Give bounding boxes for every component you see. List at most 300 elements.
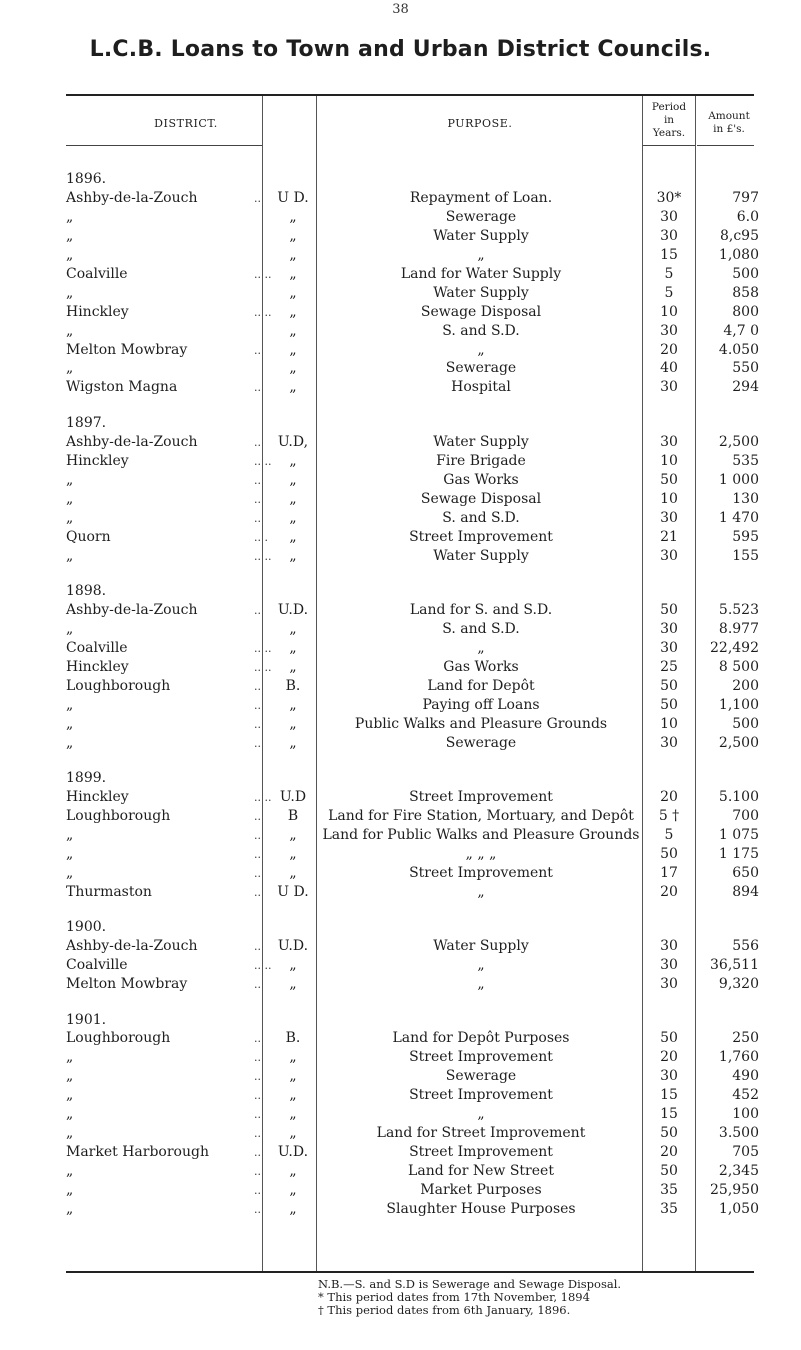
authority-type-cell: „ [289, 228, 297, 244]
district-cell: Hinckley [66, 453, 129, 469]
amount-cell: 700 [732, 808, 759, 824]
table-row [0, 471, 801, 490]
period-cell: 20 [660, 342, 678, 358]
authority-type-cell: U.D. [277, 1144, 309, 1160]
table-row [0, 378, 801, 397]
amount-cell: 1,050 [718, 1201, 759, 1217]
period-cell: 15 [660, 247, 678, 263]
table-row [0, 452, 801, 471]
purpose-cell: Hospital [451, 379, 511, 395]
authority-type-cell: „ [289, 453, 297, 469]
period-cell: 30 [660, 209, 678, 225]
leader-dots: .. [254, 1184, 261, 1197]
leader-dots: .. [254, 1032, 261, 1045]
purpose-cell: Water Supply [433, 548, 529, 564]
table-row [0, 359, 801, 378]
leader-dots: .. .. [254, 642, 272, 655]
page-number: 38 [392, 2, 409, 17]
purpose-cell: Street Improvement [409, 1049, 553, 1065]
table-row [0, 1200, 801, 1219]
year-heading [0, 918, 801, 937]
authority-type-cell: U.D. [277, 938, 309, 954]
purpose-cell: Water Supply [433, 285, 529, 301]
district-cell: Ashby-de-la-Zouch [66, 190, 198, 206]
amount-cell: 6.0 [736, 209, 759, 225]
table-row [0, 284, 801, 303]
table-row [0, 826, 801, 845]
district-cell: „ [66, 1068, 74, 1084]
table-row [0, 845, 801, 864]
authority-type-cell: „ [289, 548, 297, 564]
period-cell: 25 [660, 659, 678, 675]
amount-cell: 5.100 [718, 789, 759, 805]
amount-cell: 800 [732, 304, 759, 320]
district-cell: „ [66, 1201, 74, 1217]
table-row [0, 341, 801, 360]
leader-dots: .. .. [254, 455, 272, 468]
leader-dots: .. [254, 718, 261, 731]
amount-cell: 5.523 [718, 602, 759, 618]
period-cell: 35 [660, 1182, 678, 1198]
amount-cell: 2,345 [718, 1163, 759, 1179]
year-label: 1899. [66, 770, 107, 786]
amount-cell: 22,492 [710, 640, 759, 656]
period-cell: 30 [660, 735, 678, 751]
note-dagger: † This period dates from 6th January, 1896. [318, 1303, 571, 1317]
table-row [0, 601, 801, 620]
leader-dots: .. [254, 512, 261, 525]
leader-dots: .. [254, 1146, 261, 1159]
period-cell: 30 [660, 640, 678, 656]
leader-dots: .. [254, 436, 261, 449]
purpose-cell: „ [477, 247, 485, 263]
year-label: 1897. [66, 415, 107, 431]
amount-cell: 550 [732, 360, 759, 376]
table-row [0, 547, 801, 566]
district-cell: Melton Mowbray [66, 342, 188, 358]
purpose-cell: Land for Water Supply [400, 266, 562, 282]
table-row [0, 658, 801, 677]
leader-dots: .. [254, 737, 261, 750]
authority-type-cell: „ [289, 304, 297, 320]
period-cell: 10 [660, 491, 678, 507]
purpose-cell: Slaughter House Purposes [386, 1201, 576, 1217]
district-cell: Loughborough [66, 1030, 171, 1046]
leader-dots: .. [254, 978, 261, 991]
period-cell: 30 [660, 228, 678, 244]
period-cell: 30 [660, 938, 678, 954]
amount-cell: 858 [732, 285, 759, 301]
amount-cell: 3.500 [718, 1125, 759, 1141]
leader-dots: .. [254, 1127, 261, 1140]
table-row [0, 975, 801, 994]
district-cell: „ [66, 1163, 74, 1179]
amount-cell: 1,760 [718, 1049, 759, 1065]
table-row [0, 265, 801, 284]
district-cell: „ [66, 491, 74, 507]
header-purpose: PURPOSE. [447, 117, 513, 130]
leader-dots: .. .. [254, 268, 272, 281]
purpose-cell: Water Supply [433, 938, 529, 954]
amount-cell: 490 [732, 1068, 759, 1084]
table-row [0, 208, 801, 227]
header-underline-amount [697, 145, 754, 146]
leader-dots: .. [254, 1089, 261, 1102]
table-row [0, 1124, 801, 1143]
district-cell: „ [66, 1087, 74, 1103]
leader-dots: .. [254, 1165, 261, 1178]
district-cell: Quorn [66, 529, 111, 545]
authority-type-cell: „ [289, 716, 297, 732]
header-amount-line2: in £'s. [713, 123, 745, 135]
period-cell: 15 [660, 1087, 678, 1103]
table-row [0, 509, 801, 528]
period-cell: 50 [660, 846, 678, 862]
district-cell: „ [66, 1049, 74, 1065]
amount-cell: 8,c95 [719, 228, 759, 244]
period-cell: 50 [660, 678, 678, 694]
leader-dots: .. [254, 1051, 261, 1064]
leader-dots: .. [254, 1108, 261, 1121]
period-cell: 17 [660, 865, 678, 881]
authority-type-cell: „ [289, 491, 297, 507]
leader-dots: .. [254, 886, 261, 899]
authority-type-cell: „ [289, 697, 297, 713]
district-cell: „ [66, 621, 74, 637]
period-cell: 21 [660, 529, 678, 545]
authority-type-cell: „ [289, 1049, 297, 1065]
amount-cell: 36,511 [710, 957, 759, 973]
district-cell: Loughborough [66, 678, 171, 694]
authority-type-cell: „ [289, 1068, 297, 1084]
purpose-cell: „ [477, 976, 485, 992]
district-cell: „ [66, 865, 74, 881]
amount-cell: 294 [732, 379, 759, 395]
amount-cell: 452 [732, 1087, 759, 1103]
period-cell: 20 [660, 1144, 678, 1160]
table-row [0, 322, 801, 341]
header-period-line1: Period [651, 101, 687, 113]
table-row [0, 490, 801, 509]
year-label: 1896. [66, 171, 107, 187]
authority-type-cell: U D. [277, 190, 309, 206]
district-cell: „ [66, 360, 74, 376]
period-cell: 40 [660, 360, 678, 376]
amount-cell: 535 [732, 453, 759, 469]
top-rule [66, 94, 754, 96]
table-row [0, 1105, 801, 1124]
amount-cell: 650 [732, 865, 759, 881]
amount-cell: 2,500 [718, 735, 759, 751]
district-cell: „ [66, 285, 74, 301]
table-row [0, 433, 801, 452]
authority-type-cell: „ [289, 621, 297, 637]
amount-cell: 100 [732, 1106, 759, 1122]
authority-type-cell: U.D. [277, 602, 309, 618]
amount-cell: 1 470 [718, 510, 759, 526]
leader-dots: .. . [254, 531, 268, 544]
district-cell: „ [66, 228, 74, 244]
period-cell: 10 [660, 716, 678, 732]
leader-dots: .. .. [254, 306, 272, 319]
authority-type-cell: „ [289, 1182, 297, 1198]
district-cell: Coalville [66, 957, 128, 973]
amount-cell: 1 175 [718, 846, 759, 862]
header-period-line3: Years. [652, 127, 686, 139]
amount-cell: 155 [732, 548, 759, 564]
year-label: 1900. [66, 919, 107, 935]
period-cell: 20 [660, 884, 678, 900]
table-row [0, 677, 801, 696]
purpose-cell: „ [477, 884, 485, 900]
authority-type-cell: „ [289, 285, 297, 301]
purpose-cell: Street Improvement [409, 529, 553, 545]
note-abbreviation: N.B.—S. and S.D is Sewerage and Sewage Disposal. [318, 1277, 622, 1291]
authority-type-cell: B. [285, 1030, 301, 1046]
purpose-cell: Public Walks and Pleasure Grounds [354, 716, 608, 732]
district-cell: „ [66, 1182, 74, 1198]
leader-dots: .. [254, 474, 261, 487]
purpose-cell: Gas Works [443, 472, 519, 488]
authority-type-cell: „ [289, 659, 297, 675]
district-cell: „ [66, 323, 74, 339]
period-cell: 20 [660, 1049, 678, 1065]
authority-type-cell: B [287, 808, 299, 824]
amount-cell: 500 [732, 716, 759, 732]
leader-dots: .. .. [254, 959, 272, 972]
purpose-cell: Street Improvement [409, 789, 553, 805]
table-row [0, 620, 801, 639]
amount-cell: 200 [732, 678, 759, 694]
period-cell: 50 [660, 697, 678, 713]
year-heading [0, 170, 801, 189]
amount-cell: 705 [732, 1144, 759, 1160]
table-row [0, 715, 801, 734]
leader-dots: .. .. [254, 550, 272, 563]
district-cell: „ [66, 735, 74, 751]
authority-type-cell: „ [289, 827, 297, 843]
amount-cell: 25,950 [710, 1182, 759, 1198]
amount-cell: 556 [732, 938, 759, 954]
table-row [0, 189, 801, 208]
district-cell: Hinckley [66, 789, 129, 805]
amount-cell: 894 [732, 884, 759, 900]
amount-cell: 1 075 [718, 827, 759, 843]
table-row [0, 956, 801, 975]
purpose-cell: S. and S.D. [442, 621, 520, 637]
page-title: L.C.B. Loans to Town and Urban District Councils. [89, 37, 712, 62]
authority-type-cell: U.D [279, 789, 307, 805]
table-row [0, 639, 801, 658]
leader-dots: .. [254, 699, 261, 712]
period-cell: 50 [660, 472, 678, 488]
authority-type-cell: „ [289, 1087, 297, 1103]
authority-type-cell: „ [289, 247, 297, 263]
purpose-cell: „ „ „ [465, 846, 497, 862]
year-heading [0, 582, 801, 601]
table-row [0, 528, 801, 547]
period-cell: 30 [660, 434, 678, 450]
leader-dots: .. [254, 867, 261, 880]
purpose-cell: Street Improvement [409, 865, 553, 881]
amount-cell: 797 [732, 190, 759, 206]
district-cell: Ashby-de-la-Zouch [66, 938, 198, 954]
amount-cell: 130 [732, 491, 759, 507]
table-row [0, 864, 801, 883]
purpose-cell: S. and S.D. [442, 510, 520, 526]
authority-type-cell: „ [289, 529, 297, 545]
district-cell: Coalville [66, 266, 128, 282]
purpose-cell: Gas Works [443, 659, 519, 675]
amount-cell: 8.977 [718, 621, 759, 637]
purpose-cell: „ [477, 342, 485, 358]
year-heading [0, 769, 801, 788]
purpose-cell: Sewerage [445, 1068, 517, 1084]
district-cell: „ [66, 697, 74, 713]
amount-cell: 1 000 [718, 472, 759, 488]
table-row [0, 734, 801, 753]
leader-dots: .. [254, 680, 261, 693]
district-cell: Thurmaston [66, 884, 152, 900]
district-cell: „ [66, 1125, 74, 1141]
district-cell: Coalville [66, 640, 128, 656]
authority-type-cell: „ [289, 209, 297, 225]
district-cell: „ [66, 548, 74, 564]
bottom-rule [66, 1271, 754, 1273]
year-heading [0, 414, 801, 433]
period-cell: 10 [660, 453, 678, 469]
purpose-cell: Sewerage [445, 735, 517, 751]
authority-type-cell: „ [289, 266, 297, 282]
purpose-cell: Land for Fire Station, Mortuary, and Depôt [328, 808, 634, 824]
purpose-cell: Sewage Disposal [420, 304, 542, 320]
header-underline-district [66, 145, 262, 146]
authority-type-cell: „ [289, 1201, 297, 1217]
purpose-cell: Fire Brigade [436, 453, 526, 469]
amount-cell: 8 500 [718, 659, 759, 675]
authority-type-cell: „ [289, 735, 297, 751]
district-cell: Market Harborough [66, 1144, 209, 1160]
purpose-cell: Land for Depôt Purposes [392, 1030, 570, 1046]
period-cell: 30 [660, 976, 678, 992]
header-amount-line1: Amount [708, 110, 750, 122]
purpose-cell: Land for Public Walks and Pleasure Grounds [322, 827, 640, 843]
period-cell: 5 † [658, 808, 680, 824]
authority-type-cell: „ [289, 1163, 297, 1179]
table-row [0, 883, 801, 902]
period-cell: 20 [660, 789, 678, 805]
period-cell: 5 [664, 266, 674, 282]
header-period [643, 101, 695, 140]
table-row [0, 246, 801, 265]
leader-dots: .. .. [254, 791, 272, 804]
authority-type-cell: „ [289, 379, 297, 395]
period-cell: 30 [660, 323, 678, 339]
purpose-cell: Land for Depôt [427, 678, 535, 694]
period-cell: 15 [660, 1106, 678, 1122]
header-amount [699, 110, 759, 136]
authority-type-cell: „ [289, 342, 297, 358]
authority-type-cell: „ [289, 865, 297, 881]
purpose-cell: Water Supply [433, 434, 529, 450]
amount-cell: 595 [732, 529, 759, 545]
district-cell: „ [66, 716, 74, 732]
table-row [0, 1143, 801, 1162]
leader-dots: .. [254, 604, 261, 617]
period-cell: 5 [664, 285, 674, 301]
period-cell: 50 [660, 1125, 678, 1141]
amount-cell: 500 [732, 266, 759, 282]
amount-cell: 4,7 0 [723, 323, 759, 339]
year-label: 1901. [66, 1012, 107, 1028]
period-cell: 30 [660, 379, 678, 395]
period-cell: 30* [656, 190, 682, 206]
district-cell: „ [66, 1106, 74, 1122]
amount-cell: 9,320 [718, 976, 759, 992]
district-cell: Ashby-de-la-Zouch [66, 434, 198, 450]
period-cell: 30 [660, 510, 678, 526]
table-row [0, 1048, 801, 1067]
purpose-cell: Sewerage [445, 209, 517, 225]
purpose-cell: Repayment of Loan. [409, 190, 553, 206]
table-row [0, 303, 801, 322]
table-row [0, 696, 801, 715]
purpose-cell: „ [477, 957, 485, 973]
district-cell: Hinckley [66, 659, 129, 675]
authority-type-cell: U D. [277, 884, 309, 900]
district-cell: „ [66, 827, 74, 843]
period-cell: 30 [660, 621, 678, 637]
leader-dots: .. [254, 1203, 261, 1216]
table-row [0, 1067, 801, 1086]
table-row [0, 1181, 801, 1200]
table-row [0, 227, 801, 246]
authority-type-cell: „ [289, 976, 297, 992]
amount-cell: 1,100 [718, 697, 759, 713]
purpose-cell: Land for Street Improvement [376, 1125, 586, 1141]
district-cell: Ashby-de-la-Zouch [66, 602, 198, 618]
authority-type-cell: „ [289, 640, 297, 656]
district-cell: „ [66, 510, 74, 526]
header-district: DISTRICT. [154, 117, 218, 130]
purpose-cell: „ [477, 1106, 485, 1122]
purpose-cell: Street Improvement [409, 1087, 553, 1103]
purpose-cell: Sewage Disposal [420, 491, 542, 507]
district-cell: Hinckley [66, 304, 129, 320]
leader-dots: .. [254, 192, 261, 205]
authority-type-cell: U.D, [277, 434, 309, 450]
district-cell: „ [66, 846, 74, 862]
purpose-cell: Land for New Street [408, 1163, 554, 1179]
purpose-cell: „ [477, 640, 485, 656]
period-cell: 30 [660, 1068, 678, 1084]
table-row [0, 1086, 801, 1105]
period-cell: 50 [660, 602, 678, 618]
amount-cell: 2,500 [718, 434, 759, 450]
period-cell: 10 [660, 304, 678, 320]
table-row [0, 788, 801, 807]
purpose-cell: Water Supply [433, 228, 529, 244]
purpose-cell: Market Purposes [420, 1182, 542, 1198]
leader-dots: .. [254, 493, 261, 506]
purpose-cell: S. and S.D. [442, 323, 520, 339]
table-row [0, 807, 801, 826]
district-cell: „ [66, 209, 74, 225]
period-cell: 5 [664, 827, 674, 843]
leader-dots: .. [254, 829, 261, 842]
purpose-cell: Street Improvement [409, 1144, 553, 1160]
authority-type-cell: B. [285, 678, 301, 694]
